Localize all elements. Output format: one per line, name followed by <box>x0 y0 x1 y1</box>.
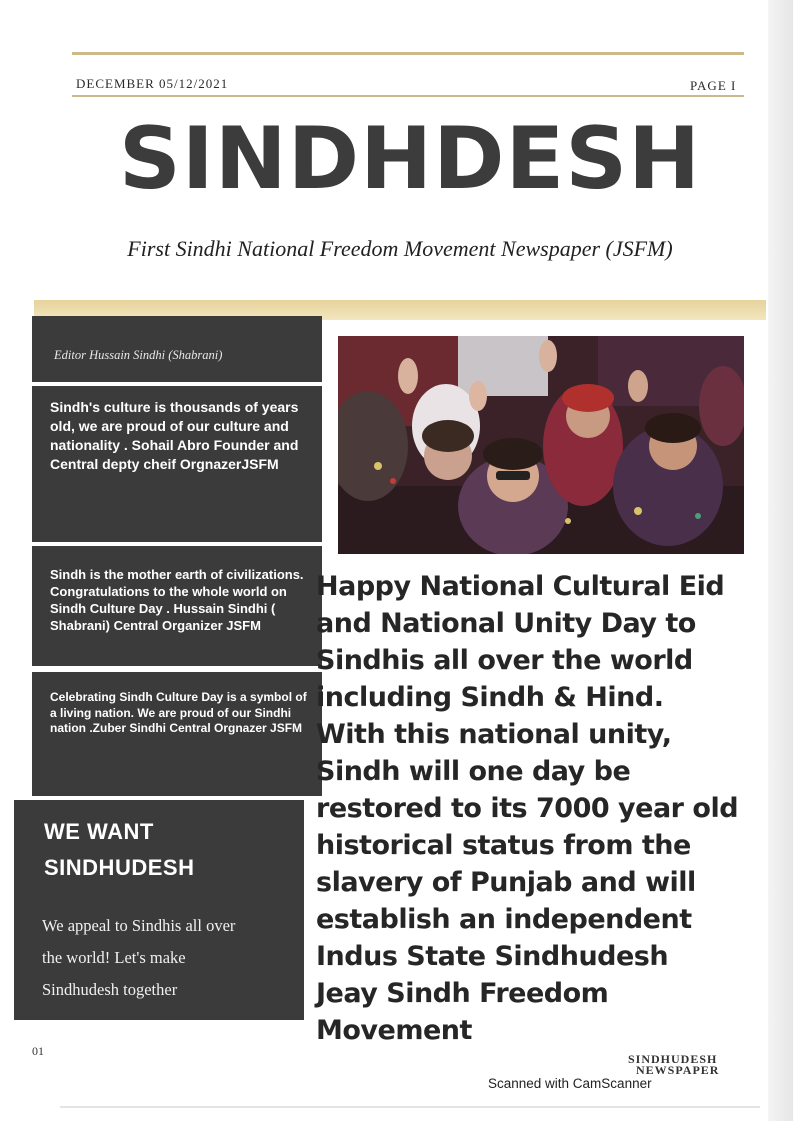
editor-credit: Editor Hussain Sindhi (Shabrani) <box>54 348 223 362</box>
appeal-line-1: We appeal to Sindhis all over <box>42 916 236 935</box>
headline-line: Movement <box>316 1015 472 1046</box>
headline-line: historical status from the <box>316 830 691 861</box>
headline-line: restored to its 7000 year old <box>316 793 739 824</box>
appeal-line-2: the world! Let's make <box>42 948 186 967</box>
footer-brand <box>628 1054 719 1076</box>
headline-line: Jeay Sindh Freedom <box>316 978 609 1009</box>
quote-text-3: Celebrating Sindh Culture Day is a symbol of a living nation. We are proud of our Sindhi nation .Zuber Sindhi Central Orgnazer JSFM <box>50 690 307 735</box>
headline-line: With this national unity, <box>316 719 672 750</box>
masthead: SINDHDESH <box>118 109 702 209</box>
top-rule <box>72 52 744 55</box>
headline-line: Sindh will one day be <box>316 756 631 787</box>
quote-panel-3 <box>32 672 322 796</box>
headline-line: Indus State Sindhudesh <box>316 941 669 972</box>
appeal-line-3: Sindhudesh together <box>42 980 178 999</box>
page-label: PAGE I <box>690 78 737 93</box>
quote-panel-1 <box>32 386 322 542</box>
crowd-photo <box>338 336 744 554</box>
headline-line: including Sindh & Hind. <box>316 682 664 713</box>
page-number: 01 <box>32 1044 44 1058</box>
we-want-line-1: WE WANT <box>44 819 154 844</box>
footer-brand-line-1: SINDHUDESH <box>628 1052 718 1066</box>
date-rule <box>72 95 744 97</box>
dateline: DECEMBER 05/12/2021 <box>76 76 229 91</box>
headline-line: and National Unity Day to <box>316 608 696 639</box>
headline-line: Happy National Cultural Eid <box>316 571 725 602</box>
editor-panel <box>32 316 322 382</box>
appeal-text <box>42 910 297 1006</box>
we-want-panel <box>14 800 304 1020</box>
we-want-line-2: SINDHUDESH <box>44 855 195 880</box>
quote-text-2: Sindh is the mother earth of civilizations. Congratulations to the whole world on Sindh Culture Day . Hussain Sindhi ( Shabrani) Central Organizer JSFM <box>50 567 304 633</box>
quote-text-1: Sindh's culture is thousands of years old, we are proud of our culture and nationality . Sohail Abro Founder and Central depty cheif OrgnazerJSFM <box>50 399 299 472</box>
we-want-heading <box>44 814 194 886</box>
headline-line: slavery of Punjab and will <box>316 867 696 898</box>
scanner-watermark: Scanned with CamScanner <box>488 1076 652 1091</box>
main-headline <box>316 568 756 1049</box>
footer-brand-line-2: NEWSPAPER <box>636 1063 720 1077</box>
page-edge-shadow <box>768 0 793 1121</box>
headline-line: establish an independent <box>316 904 692 935</box>
crowd-photo-illustration <box>338 336 744 554</box>
headline-line: Sindhis all over the world <box>316 645 693 676</box>
quote-panel-2 <box>32 546 322 666</box>
tagline: First Sindhi National Freedom Movement Newspaper (JSFM) <box>127 236 673 261</box>
bottom-rule <box>60 1106 760 1108</box>
